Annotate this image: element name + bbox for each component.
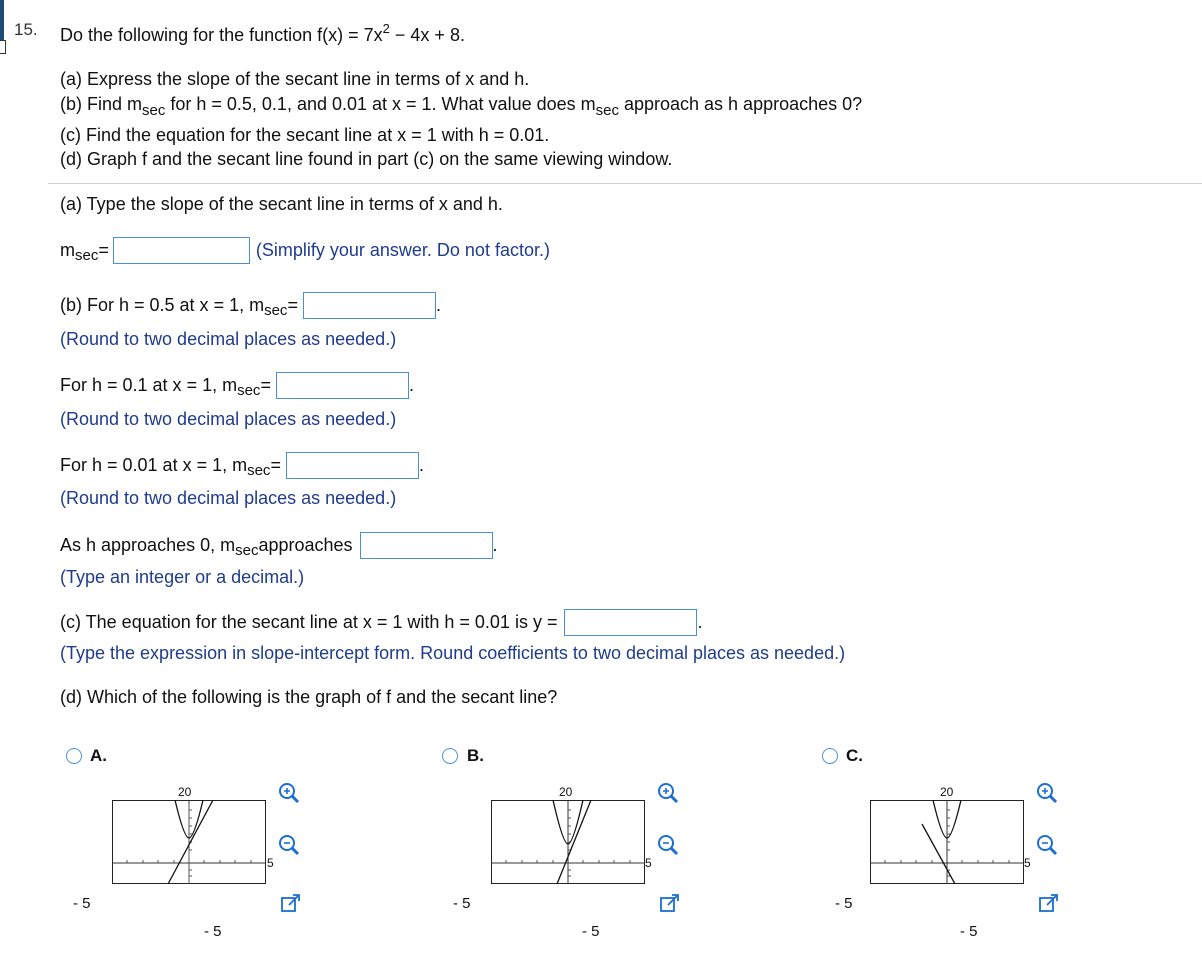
part-b-row-3: For h = 0.01 at x = 1, m sec = . (60, 452, 424, 479)
graph-b-zoom-out-icon[interactable] (657, 834, 679, 856)
option-c-label[interactable]: C. (846, 746, 863, 765)
approach-hint: (Type an integer or a decimal.) (60, 567, 305, 587)
msec-h05-input[interactable] (303, 292, 436, 319)
round-hint-2: (Round to two decimal places as needed.) (60, 409, 397, 429)
part-d-question: (d) Which of the following is the graph of f and the secant line? (60, 687, 558, 707)
graph-b-right-tick: 5 (645, 856, 652, 870)
graph-b-zoom-in-icon[interactable] (657, 782, 679, 804)
msec-expression-input[interactable] (113, 237, 250, 264)
task-d: (d) Graph f and the secant line found in part (c) on the same viewing window. (60, 149, 673, 169)
option-b-radio[interactable] (442, 748, 458, 764)
part-a-title: (a) Type the slope of the secant line in terms of x and h. (60, 194, 503, 214)
graph-c[interactable] (870, 800, 1024, 884)
part-a-hint: (Simplify your answer. Do not factor.) (255, 240, 550, 260)
part-b-row-1: (b) For h = 0.5 at x = 1, m sec = . (60, 292, 441, 319)
graph-a-zoom-out-icon[interactable] (278, 834, 300, 856)
option-c-radio[interactable] (822, 748, 838, 764)
option-a-radio[interactable] (66, 748, 82, 764)
msec-limit-input[interactable] (360, 532, 493, 559)
problem-statement: Do the following for the function $f(x) = 7x^2 - 4x + 8$. (60, 21, 465, 45)
graph-c-left-tick: - 5 (835, 895, 853, 912)
graph-c-top-tick: 20 (940, 785, 954, 799)
graph-c-right-tick: 5 (1024, 856, 1031, 870)
round-hint-3: (Round to two decimal places as needed.) (60, 488, 397, 508)
msec-h001-input[interactable] (286, 452, 419, 479)
divider (48, 183, 1202, 184)
secant-equation-input[interactable] (564, 609, 697, 636)
graph-a[interactable] (112, 800, 266, 884)
graph-c-expand-icon[interactable] (1038, 892, 1060, 914)
graph-b-top-tick: 20 (559, 785, 573, 799)
graph-a-bottom-tick: - 5 (204, 923, 222, 940)
window-edge-top (0, 0, 4, 40)
part-c-row: (c) The equation for the secant line at x = 1 with h = 0.01 is y = . (60, 609, 702, 636)
graph-a-zoom-in-icon[interactable] (278, 782, 300, 804)
graph-b-expand-icon[interactable] (659, 892, 681, 914)
graph-a-left-tick: - 5 (73, 895, 91, 912)
round-hint-1: (Round to two decimal places as needed.) (60, 329, 397, 349)
graph-c-bottom-tick: - 5 (960, 923, 978, 940)
part-b-row-2: For h = 0.1 at x = 1, m sec = . (60, 372, 414, 399)
graph-a-expand-icon[interactable] (280, 892, 302, 914)
window-edge-bracket (0, 40, 6, 54)
msec-h01-input[interactable] (276, 372, 409, 399)
graph-b-bottom-tick: - 5 (582, 923, 600, 940)
task-c: (c) Find the equation for the secant line at x = 1 with h = 0.01. (60, 125, 550, 145)
graph-a-right-tick: 5 (267, 856, 274, 870)
option-a-label[interactable]: A. (90, 746, 107, 765)
graph-c-zoom-in-icon[interactable] (1036, 782, 1058, 804)
part-a-row: m sec = (Simplify your answer. Do not factor.) (60, 237, 550, 264)
problem-number: 15. (14, 20, 38, 39)
task-b: (b) Find $m_{sec}$ for h = 0.5, 0.1, and 0.01 at x = 1. What value does $m_{sec}$ approach as h approaches 0? (60, 94, 863, 119)
part-b-approach-row: As h approaches 0, m sec approaches . (60, 532, 498, 559)
graph-b-left-tick: - 5 (453, 895, 471, 912)
part-c-hint: (Type the expression in slope-intercept form. Round coefficients to two decimal places as needed.) (60, 643, 846, 663)
graph-c-zoom-out-icon[interactable] (1036, 834, 1058, 856)
option-b-label[interactable]: B. (467, 746, 484, 765)
graph-b[interactable] (491, 800, 645, 884)
task-a: (a) Express the slope of the secant line in terms of x and h. (60, 69, 530, 89)
graph-a-top-tick: 20 (178, 785, 192, 799)
